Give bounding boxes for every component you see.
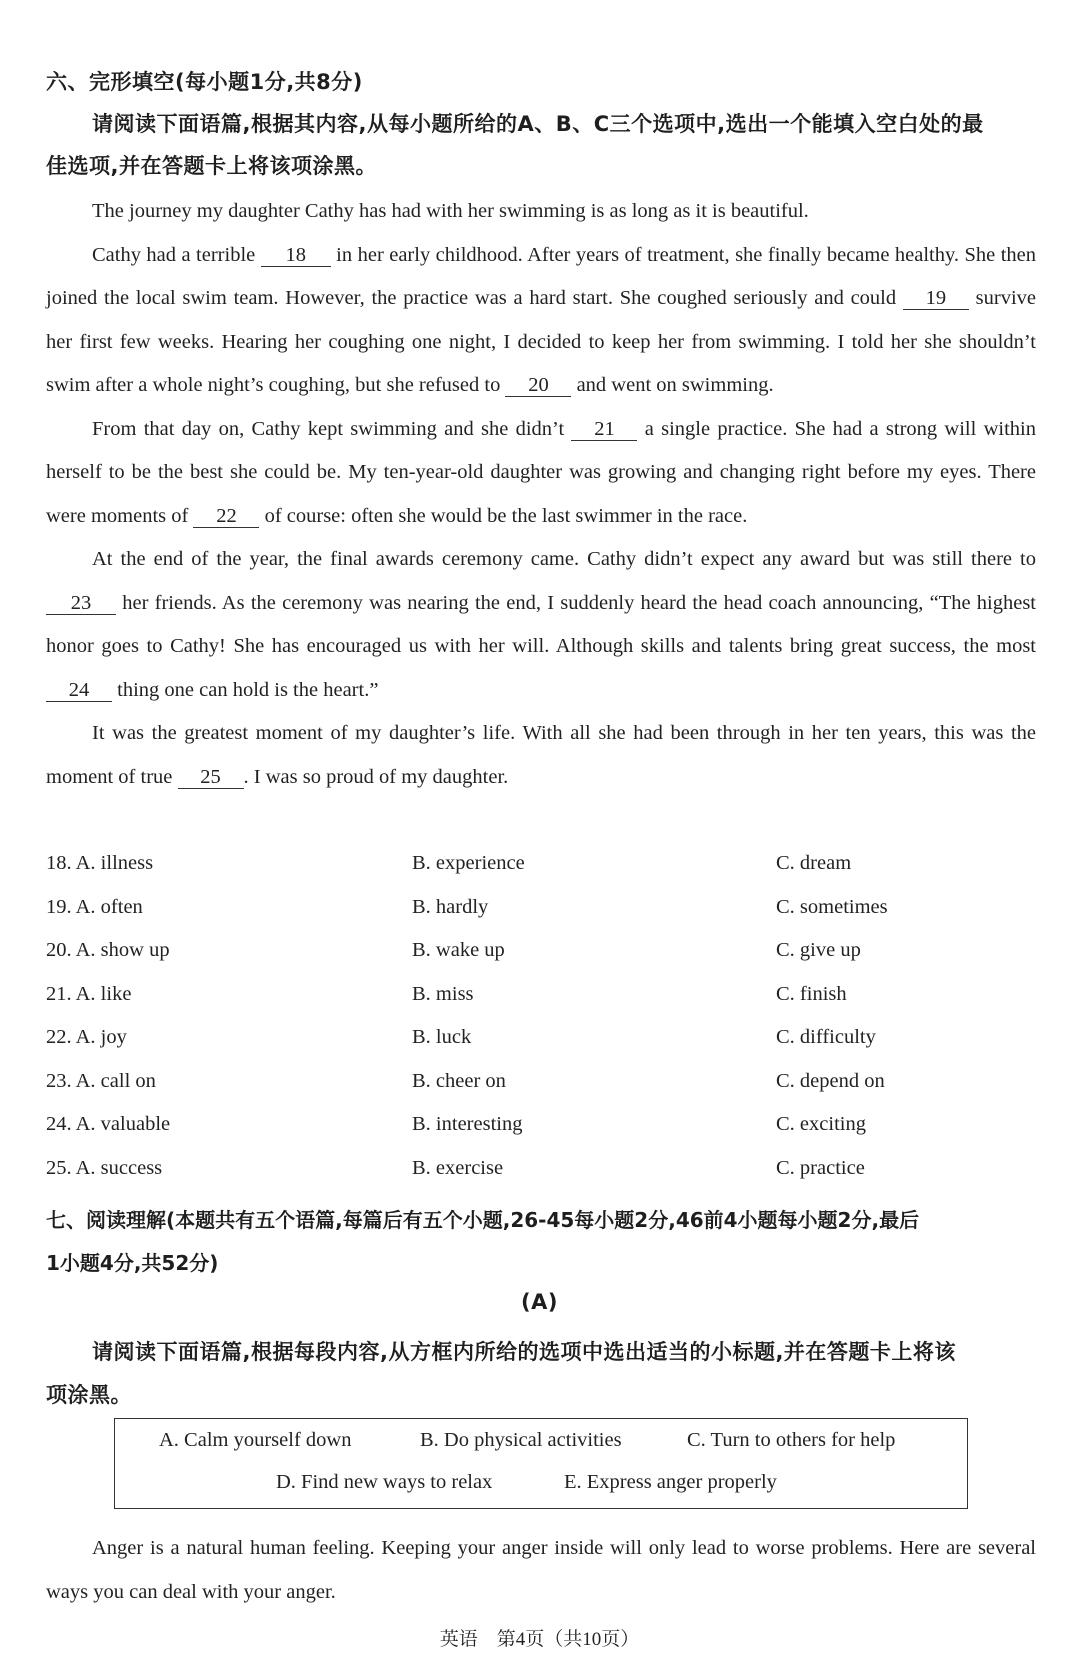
reading-a-intro: [46, 1527, 1036, 1614]
text-run: Cathy had a terrible: [92, 243, 261, 266]
blank-20: 20: [505, 374, 571, 397]
blank-25: 25: [178, 766, 244, 789]
option-b: B. cheer on: [412, 1069, 506, 1092]
section6-heading: 六、完形填空(每小题1分,共8分): [46, 70, 363, 94]
option-row-19: [46, 896, 1036, 940]
option-c: C. give up: [776, 939, 861, 961]
option-b: B. hardly: [412, 895, 489, 918]
text-run: It was the greatest moment of my daughter’s life. With all she had been through in her ten years, this was the moment of true: [46, 722, 1036, 788]
box-option-a: A. Calm yourself down: [159, 1429, 352, 1451]
cloze-passage: [46, 190, 1036, 799]
option-a: 24. A. valuable: [46, 1113, 171, 1135]
option-a: 21. A. like: [46, 982, 132, 1005]
option-c: C. finish: [776, 982, 847, 1005]
option-a: 19. A. often: [46, 895, 143, 918]
blank-23: 23: [46, 592, 116, 615]
option-a: 25. A. success: [46, 1156, 163, 1179]
blank-22: 22: [193, 505, 259, 528]
part-label: (A): [521, 1290, 558, 1314]
option-c: C. depend on: [776, 1069, 885, 1092]
text-run: survive her first few weeks. Hearing her coughing one night, I decided to keep her from swimming. I told her she shouldn’t swim after a whole night’s coughing, but she refused to: [46, 287, 1036, 396]
section7-heading-line1: 七、阅读理解(本题共有五个语篇,每篇后有五个小题,26-45每小题2分,46前4小题每小题2分,最后: [46, 1208, 920, 1232]
intro-paragraph: Anger is a natural human feeling. Keeping your anger inside will only lead to worse problems. Here are several ways you can deal with your anger.: [46, 1537, 1036, 1603]
option-c: C. practice: [776, 1156, 865, 1179]
text-run: a single practice. She had a strong will within herself to be the best she could be. My ten-year-old daughter was growing and changing right before my eyes. There were moments of: [46, 417, 1036, 527]
text-run: of course: often she would be the last swimmer in the race.: [259, 504, 748, 527]
option-a: 23. A. call on: [46, 1069, 156, 1092]
option-a: 20. A. show up: [46, 939, 170, 961]
text-run: her friends. As the ceremony was nearing the end, I suddenly heard the head coach announcing, “The highest honor goes to Cathy! She has encouraged us with her will. Although skills and talents bring great success, the most: [46, 591, 1036, 657]
box-option-b: B. Do physical activities: [420, 1429, 622, 1451]
text-run: From that day on, Cathy kept swimming and she didn’t: [92, 417, 572, 440]
option-a: 18. A. illness: [46, 852, 154, 874]
option-row-25: [46, 1157, 1036, 1201]
text-run: . I was so proud of my daughter.: [243, 765, 509, 788]
box-option-d: D. Find new ways to relax: [276, 1471, 493, 1493]
section7-instruction-line1: 请阅读下面语篇,根据每段内容,从方框内所给的选项中选出适当的小标题,并在答题卡上将该: [92, 1340, 956, 1364]
option-b: B. luck: [412, 1026, 472, 1048]
section6-instruction-line1: 请阅读下面语篇,根据其内容,从每小题所给的A、B、C三个选项中,选出一个能填入空白处的最: [92, 112, 984, 136]
section6-instruction-line2: 佳选项,并在答题卡上将该项涂黑。: [46, 154, 377, 178]
option-row-18: [46, 852, 1036, 896]
section7-instruction-line2: 项涂黑。: [46, 1383, 132, 1407]
option-b: B. wake up: [412, 939, 505, 961]
text-run: thing one can hold is the heart.”: [112, 678, 379, 701]
option-row-22: [46, 1026, 1036, 1070]
option-c: C. exciting: [776, 1113, 866, 1135]
text-run: At the end of the year, the final awards ceremony came. Cathy didn’t expect any award but was still there to: [92, 548, 1036, 570]
passage-paragraph-1: The journey my daughter Cathy has had with her swimming is as long as it is beautiful.: [92, 200, 809, 222]
box-option-c: C. Turn to others for help: [687, 1429, 896, 1451]
option-row-20: [46, 939, 1036, 983]
section7-heading-line2: 1小题4分,共52分): [46, 1251, 219, 1275]
passage-paragraph-4: [46, 538, 1036, 712]
option-row-23: [46, 1070, 1036, 1114]
option-c: C. dream: [776, 852, 852, 874]
option-c: C. difficulty: [776, 1026, 876, 1048]
box-option-e: E. Express anger properly: [564, 1471, 777, 1493]
page-footer: 英语 第4页（共10页）: [439, 1629, 640, 1650]
passage-paragraph-5: [46, 712, 1036, 799]
option-row-24: [46, 1113, 1036, 1157]
blank-24: 24: [46, 679, 112, 702]
option-a: 22. A. joy: [46, 1026, 127, 1048]
option-row-21: [46, 983, 1036, 1027]
option-c: C. sometimes: [776, 895, 888, 918]
option-b: B. experience: [412, 852, 525, 874]
blank-21: 21: [571, 418, 637, 441]
text-run: in her early childhood. After years of treatment, she finally became healthy. She then joined the local swim team. However, the practice was a hard start. She coughed seriously and could: [46, 243, 1037, 309]
blank-19: 19: [903, 287, 969, 310]
text-run: and went on swimming.: [571, 374, 774, 396]
option-b: B. interesting: [412, 1113, 523, 1135]
passage-paragraph-2: [46, 234, 1036, 408]
option-b: B. miss: [412, 982, 474, 1005]
passage-paragraph-3: [46, 408, 1036, 539]
option-b: B. exercise: [412, 1156, 504, 1179]
heading-options-box: [114, 1418, 968, 1509]
blank-18: 18: [261, 244, 331, 267]
